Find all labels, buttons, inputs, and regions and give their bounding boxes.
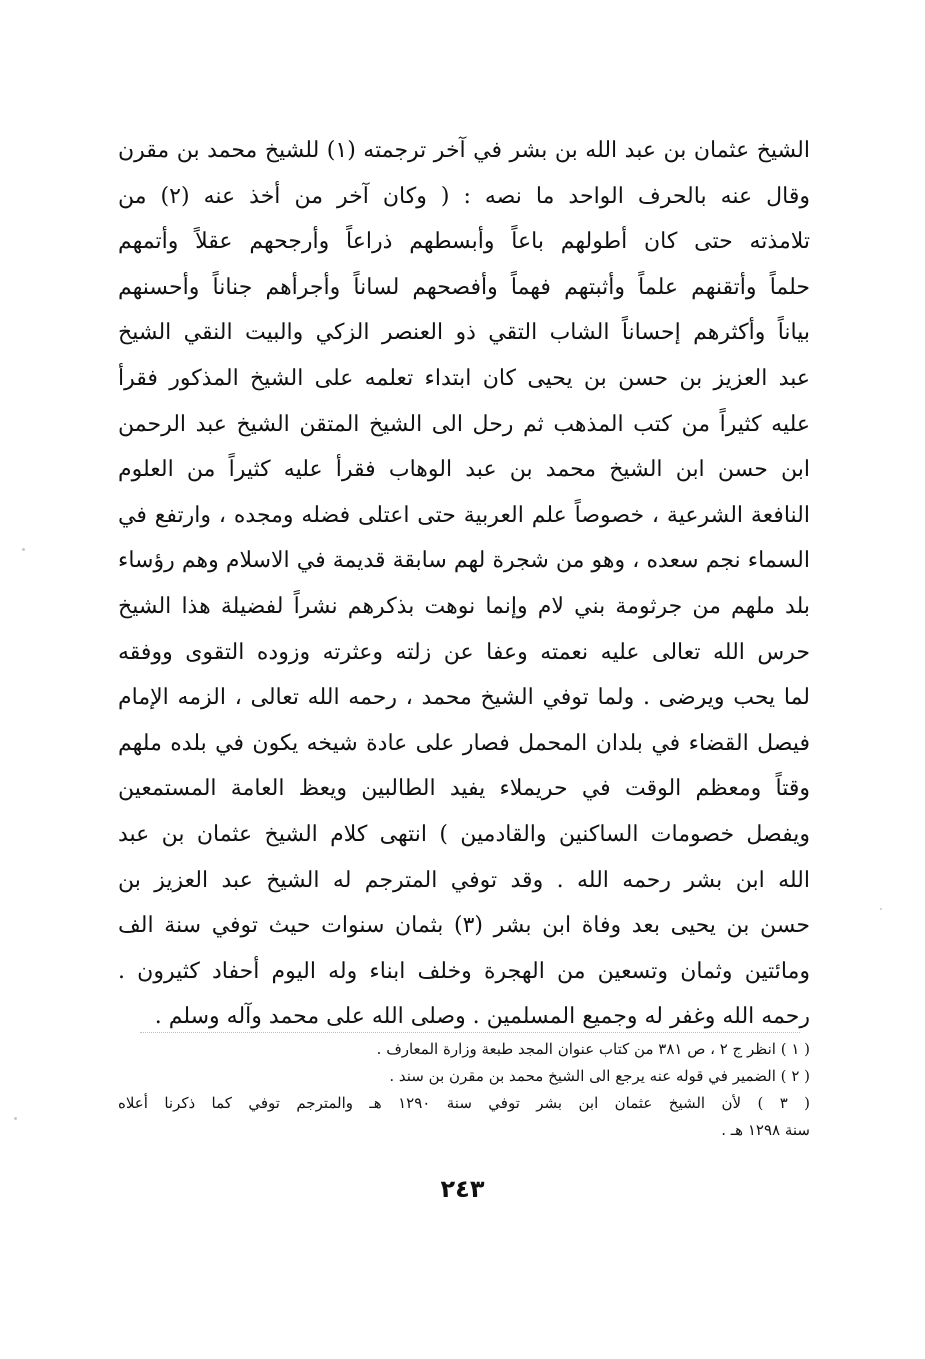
footnote-divider [140,1032,800,1033]
footnotes [118,1036,810,1144]
body-line: حلماً وأتقنهم علماً وأثبتهم فهماً وأفصحهم لساناً وأجرأهم جناناً وأحسنهم [118,274,810,300]
body-line: بلد ملهم من جرثومة بني لام وإنما نوهت بذكرهم نشراً لفضيلة هذا الشيخ [118,593,810,619]
scan-speck [22,548,25,551]
body-line: فيصل القضاء في بلدان المحمل فصار على عادة شيخه يكون في بلده ملهم [118,730,810,756]
footnote-3-continued: سنة ١٢٩٨ هـ . [721,1121,810,1139]
body-line: ابن حسن ابن الشيخ محمد بن عبد الوهاب فقرأ عليه كثيراً من العلوم [118,457,810,483]
body-line: حرس الله تعالى عليه نعمته وعفا عن زلته وعثرته وزوده التقوى ووفقه [118,639,810,665]
scan-speck [880,908,882,910]
body-line: الشيخ عثمان بن عبد الله بن بشر في آخر ترجمته (١) للشيخ محمد بن مقرن [118,138,810,163]
body-line: السماء نجم سعده ، وهو من شجرة لهم سابقة قديمة في الاسلام وهم رؤساء [118,548,810,574]
page-number: ٢٤٣ [440,1175,485,1203]
body-line: لما يحب ويرضى . ولما توفي الشيخ محمد ، رحمه الله تعالى ، الزمه الإمام [118,685,810,711]
body-line: عليه كثيراً من كتب المذهب ثم رحل الى الشيخ المتقن الشيخ عبد الرحمن [118,411,810,437]
body-line: وقتاً ومعظم الوقت في حريملاء يفيد الطالبين ويعظ العامة المستمعين [118,776,810,802]
footnote-2: ( ٢ ) الضمير في قوله عنه يرجع الى الشيخ محمد بن مقرن بن سند . [389,1067,810,1085]
footnote-3: ( ٣ ) لأن الشيخ عثمان ابن بشر توفي سنة ١٢٩٠ هـ والمترجم توفي كما ذكرنا أعلاه [118,1094,810,1112]
body-line: رحمه الله وغفر له وجميع المسلمين . وصلى الله على محمد وآله وسلم . [154,1004,810,1030]
body-line: ويفصل خصومات الساكنين والقادمين ) انتهى كلام الشيخ عثمان بن عبد [118,821,810,847]
body-line: بياناً وأكثرهم إحساناً الشاب التقي ذو العنصر الزكي والبيت النقي الشيخ [118,320,810,346]
body-line: ومائتين وثمان وتسعين من الهجرة وخلف ابناء وله اليوم أحفاد كثيرون . [118,958,810,984]
body-line: عبد العزيز بن حسن بن يحيى كان ابتداء تعلمه على الشيخ المذكور فقرأ [118,365,810,391]
body-line: حسن بن يحيى بعد وفاة ابن بشر (٣) بثمان سنوات حيث توفي سنة الف [118,913,810,939]
body-line: النافعة الشرعية ، خصوصاً علم العربية حتى اعتلى فضله ومجده ، وارتفع في [118,502,810,528]
scan-speck [14,1117,17,1120]
body-line: تلامذته حتى كان أطولهم باعاً وأبسطهم ذراعاً وأرجحهم عقلاً وأتمهم [118,229,810,255]
footnote-1: ( ١ ) انظر ج ٢ ، ص ٣٨١ من كتاب عنوان المجد طبعة وزارة المعارف . [376,1040,810,1058]
body-line: الله ابن بشر رحمه الله . وقد توفي المترجم له الشيخ عبد العزيز بن [118,867,810,893]
body-text [118,128,810,1040]
body-line: وقال عنه بالحرف الواحد ما نصه : ( وكان آخر من أخذ عنه (٢) من [118,183,810,209]
